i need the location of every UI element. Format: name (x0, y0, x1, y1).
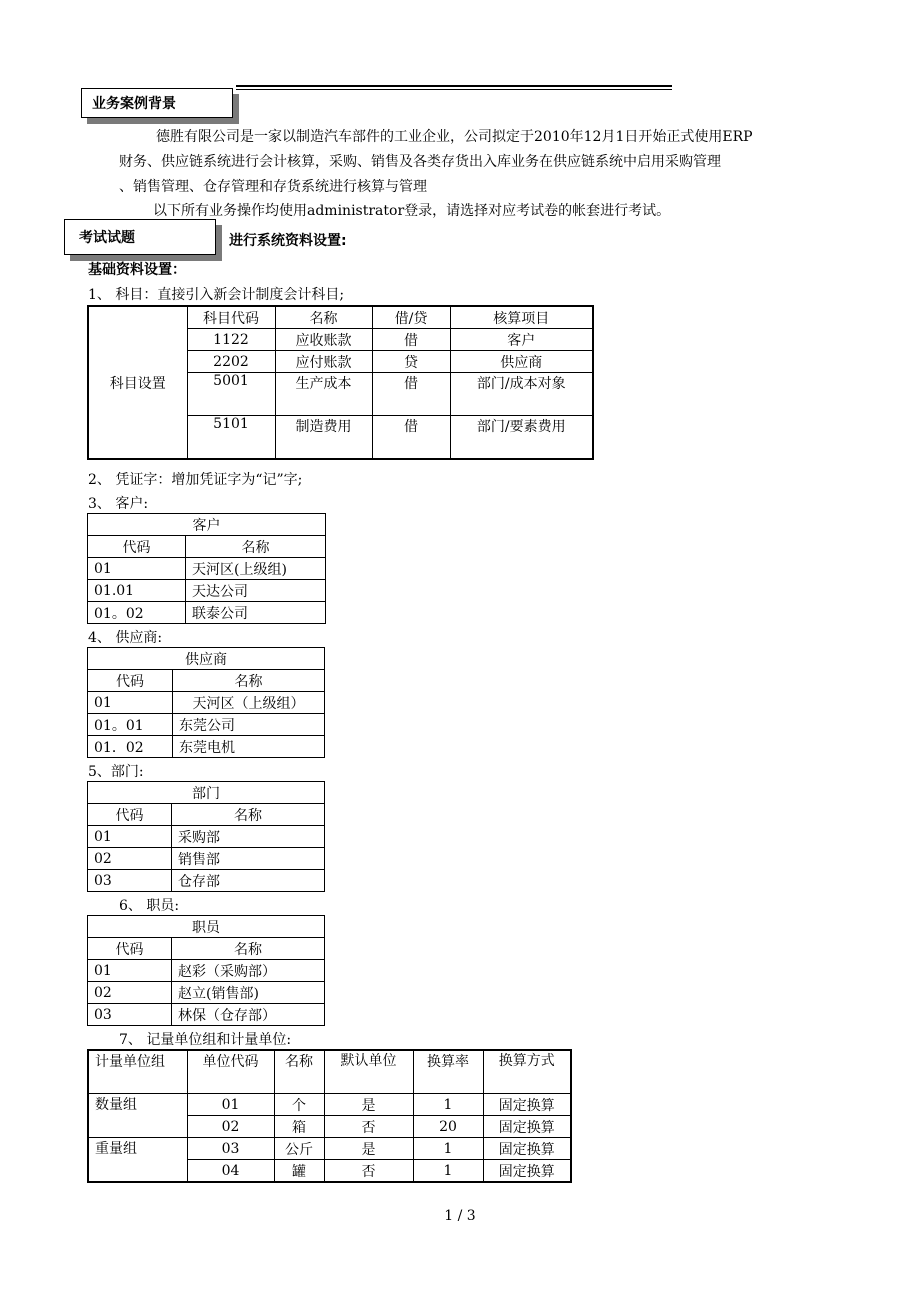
table-cell: 个 (274, 1094, 324, 1116)
section-title-exam: 考试试题 (64, 219, 216, 255)
basic-settings-heading: 基础资料设置： (88, 262, 186, 278)
table-header: 代码 (88, 938, 172, 960)
table-cell: 采购部 (172, 826, 325, 848)
header-rule (236, 85, 672, 87)
table-cell: 03 (187, 1138, 274, 1160)
table-row (88, 848, 325, 870)
table-header: 核算项目 (450, 306, 593, 329)
table-cell: 仓存部 (172, 870, 325, 892)
table-cell: 公斤 (274, 1138, 324, 1160)
table-cell: 天河区（上级组） (173, 692, 325, 714)
table-row (88, 870, 325, 892)
item-1-accounts: 1、 科目：直接引入新会计制度会计科目; (88, 287, 345, 303)
table-header: 代码 (88, 804, 172, 826)
table-cell: 固定换算 (483, 1116, 571, 1138)
table-cell: 否 (324, 1116, 413, 1138)
table-header: 名称 (275, 306, 372, 329)
table-header: 名称 (173, 670, 325, 692)
table-cell: 数量组 (88, 1094, 187, 1138)
table-cell: 制造费用 (275, 416, 372, 460)
suppliers-table (87, 647, 325, 758)
table-cell: 赵立(销售部) (172, 982, 325, 1004)
section-title-background: 业务案例背景 (81, 88, 233, 118)
table-header: 换算方式 (483, 1050, 571, 1094)
table-cell: 销售部 (172, 848, 325, 870)
table-cell: 01 (88, 558, 186, 580)
table-cell: 重量组 (88, 1138, 187, 1183)
table-cell: 03 (88, 1004, 172, 1026)
table-row (88, 580, 326, 602)
table-cell: 东莞公司 (173, 714, 325, 736)
table-header: 名称 (274, 1050, 324, 1094)
item-2-voucher: 2、 凭证字：增加凭证字为“记”字; (88, 472, 303, 488)
table-cell: 20 (413, 1116, 483, 1138)
table-cell: 部门/成本对象 (450, 373, 593, 416)
intro-line-2: 财务、供应链系统进行会计核算，采购、销售及各类存货出入库业务在供应链系统中启用采购管理 (119, 154, 721, 170)
intro-line-1: 德胜有限公司是一家以制造汽车部件的工业企业，公司拟定于2010年12月1日开始正式使用ERP (156, 129, 753, 145)
table-cell: 天达公司 (186, 580, 326, 602)
table-row (88, 1094, 571, 1116)
table-cell: 借 (372, 416, 450, 460)
units-table (87, 1049, 572, 1183)
table-cell: 1 (413, 1094, 483, 1116)
table-header: 借/贷 (372, 306, 450, 329)
table-cell: 客户 (450, 329, 593, 351)
table-header: 单位代码 (187, 1050, 274, 1094)
table-cell: 01 (187, 1094, 274, 1116)
table-cell: 04 (187, 1160, 274, 1183)
exam-subtitle: 进行系统资料设置: (229, 233, 347, 249)
table-row (88, 960, 325, 982)
item-3-customers: 3、 客户: (88, 496, 149, 512)
intro-line-4: 以下所有业务操作均使用administrator登录，请选择对应考试卷的帐套进行考试。 (153, 203, 671, 219)
table-cell: 5101 (187, 416, 275, 460)
table-cell: 5001 (187, 373, 275, 416)
table-cell: 生产成本 (275, 373, 372, 416)
table-cell: 赵彩（采购部） (172, 960, 325, 982)
table-row (88, 692, 325, 714)
table-cell: 01。02 (88, 602, 186, 624)
table-cell: 箱 (274, 1116, 324, 1138)
table-cell: 01.01 (88, 580, 186, 602)
table-cell: 是 (324, 1138, 413, 1160)
table-cell: 否 (324, 1160, 413, 1183)
table-cell: 01 (88, 826, 172, 848)
table-cell: 东莞电机 (173, 736, 325, 758)
table-cell: 固定换算 (483, 1094, 571, 1116)
intro-line-3: 、销售管理、仓存管理和存货系统进行核算与管理 (119, 179, 427, 195)
departments-table (87, 781, 325, 892)
table-cell: 03 (88, 870, 172, 892)
table-row (88, 826, 325, 848)
table-row (88, 736, 325, 758)
item-6-employees: 6、 职员: (119, 898, 180, 914)
item-5-departments: 5、部门: (88, 764, 144, 780)
table-cell: 固定换算 (483, 1160, 571, 1183)
table-row (88, 982, 325, 1004)
table-cell: 02 (187, 1116, 274, 1138)
table-cell: 林保（仓存部） (172, 1004, 325, 1026)
table-cell: 01．02 (88, 736, 173, 758)
header-rule-thin (236, 89, 672, 90)
table-cell: 02 (88, 848, 172, 870)
employees-table (87, 915, 325, 1026)
table-header: 代码 (88, 536, 186, 558)
table-cell: 是 (324, 1094, 413, 1116)
table-cell: 联泰公司 (186, 602, 326, 624)
table-header: 名称 (172, 938, 325, 960)
table-cell: 01 (88, 960, 172, 982)
table-cell: 固定换算 (483, 1138, 571, 1160)
accounts-table (87, 305, 594, 460)
table-title: 部门 (88, 782, 325, 804)
table-cell: 借 (372, 329, 450, 351)
table-cell: 贷 (372, 351, 450, 373)
table-header: 代码 (88, 670, 173, 692)
item-7-units: 7、 记量单位组和计量单位: (119, 1032, 292, 1048)
table-cell: 天河区(上级组) (186, 558, 326, 580)
table-cell: 01 (88, 692, 173, 714)
table-row (88, 1138, 571, 1160)
table-row (88, 1004, 325, 1026)
table-header: 计量单位组 (88, 1050, 187, 1094)
table-title: 供应商 (88, 648, 325, 670)
table-cell: 01。01 (88, 714, 173, 736)
table-row (88, 558, 326, 580)
table-header: 默认单位 (324, 1050, 413, 1094)
table-cell: 罐 (274, 1160, 324, 1183)
table-header: 名称 (186, 536, 326, 558)
table-row (88, 714, 325, 736)
table-row (88, 602, 326, 624)
page-number: 1 / 3 (444, 1208, 476, 1224)
table-cell: 1 (413, 1138, 483, 1160)
table-header: 科目代码 (187, 306, 275, 329)
table-cell: 供应商 (450, 351, 593, 373)
table-title: 客户 (88, 514, 326, 536)
accounts-row-label: 科目设置 (88, 306, 187, 459)
table-title: 职员 (88, 916, 325, 938)
table-cell: 1 (413, 1160, 483, 1183)
table-cell: 借 (372, 373, 450, 416)
table-header: 换算率 (413, 1050, 483, 1094)
table-header: 名称 (172, 804, 325, 826)
item-4-suppliers: 4、 供应商: (88, 630, 163, 646)
customers-table (87, 513, 326, 624)
table-cell: 1122 (187, 329, 275, 351)
table-cell: 02 (88, 982, 172, 1004)
table-cell: 2202 (187, 351, 275, 373)
table-cell: 部门/要素费用 (450, 416, 593, 460)
table-cell: 应付账款 (275, 351, 372, 373)
table-cell: 应收账款 (275, 329, 372, 351)
